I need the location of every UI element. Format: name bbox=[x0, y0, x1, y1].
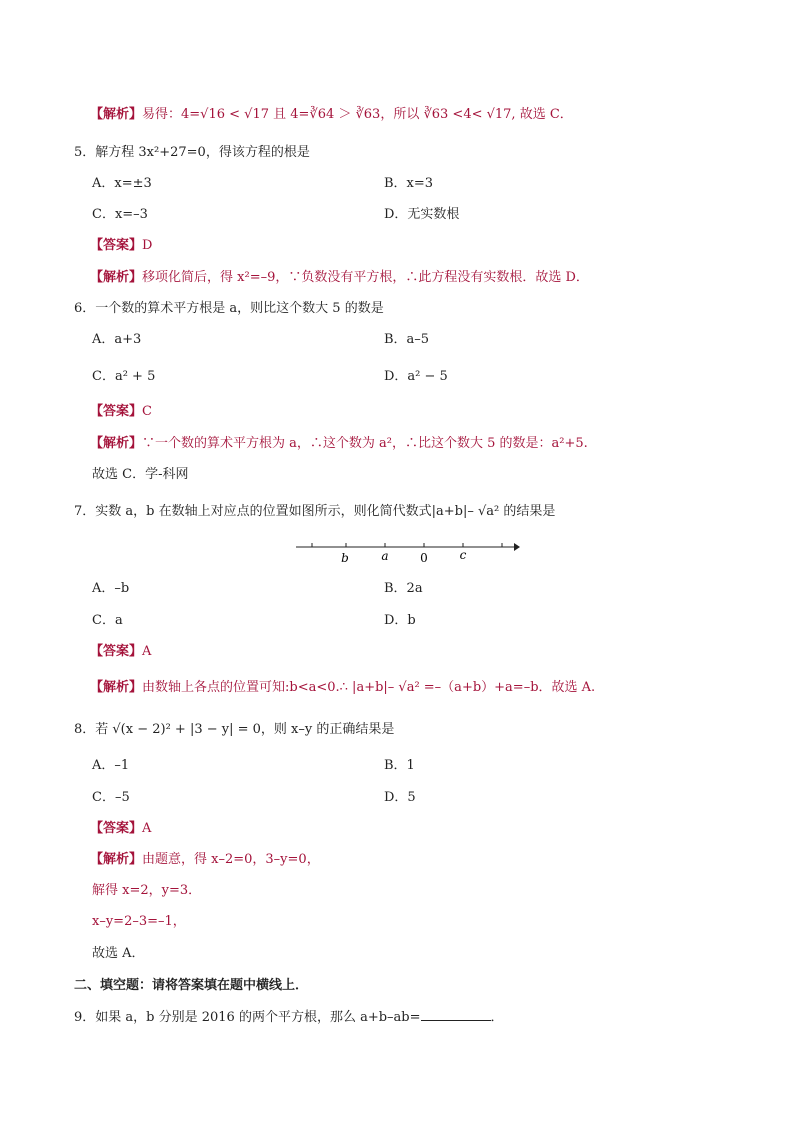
analysis-text: ∵一个数的算术平方根为 a，∴这个数为 a²，∴比这个数大 5 的数是：a²+5. bbox=[142, 436, 588, 451]
answer-value: D bbox=[142, 238, 153, 253]
q5-answer bbox=[90, 237, 152, 255]
axis-label-c: c bbox=[459, 548, 467, 562]
q6-analysis bbox=[90, 435, 588, 453]
q8-option-d: D．5 bbox=[384, 790, 416, 805]
answer-value: A bbox=[142, 644, 152, 659]
q8-option-c: C．–5 bbox=[92, 790, 130, 805]
q5-option-d: D．无实数根 bbox=[384, 207, 460, 222]
q9-text: 9．如果 a，b 分别是 2016 的两个平方根，那么 a+b–ab= bbox=[74, 1010, 421, 1025]
analysis-line-1: 由题意，得 x–2=0，3–y=0， bbox=[142, 852, 320, 867]
q8-answer bbox=[90, 820, 151, 838]
q6-answer bbox=[90, 403, 152, 421]
analysis-line-4: 故选 A． bbox=[92, 946, 145, 961]
q4-analysis bbox=[90, 106, 573, 124]
q8-analysis bbox=[90, 851, 320, 869]
q7-option-c: C．a bbox=[92, 613, 123, 628]
q8-option-a: A．–1 bbox=[92, 758, 130, 773]
answer-value: A bbox=[142, 821, 152, 836]
analysis-tag: 【解析】 bbox=[90, 436, 143, 451]
q8-option-b: B．1 bbox=[384, 758, 415, 773]
answer-tag: 【答案】 bbox=[90, 644, 143, 659]
q5-analysis bbox=[90, 269, 589, 287]
q6-option-d: D．a² − 5 bbox=[384, 369, 448, 384]
q5-option-a: A．x=±3 bbox=[92, 176, 152, 191]
q6-stem: 6．一个数的算术平方根是 a，则比这个数大 5 的数是 bbox=[74, 301, 384, 316]
analysis-tag: 【解析】 bbox=[90, 680, 143, 695]
q6-analysis-cont: 故选 C．学-科网 bbox=[92, 467, 189, 482]
q5-option-c: C．x=–3 bbox=[92, 207, 148, 222]
number-line-figure bbox=[292, 538, 522, 566]
analysis-tag: 【解析】 bbox=[90, 852, 143, 867]
number-line-arrow-icon bbox=[514, 543, 520, 551]
q8-stem: 8．若 √(x − 2)² + |3 − y| = 0，则 x–y 的正确结果是 bbox=[74, 722, 395, 737]
q6-option-b: B．a–5 bbox=[384, 332, 430, 347]
q7-option-d: D．b bbox=[384, 613, 416, 628]
axis-label-b: b bbox=[341, 551, 349, 565]
analysis-text: 由数轴上各点的位置可知:b<a<0.∴ |a+b|– √a² =–（a+b）+a=–b．故选 A. bbox=[142, 680, 596, 695]
q9-end: ． bbox=[490, 1010, 504, 1025]
answer-tag: 【答案】 bbox=[90, 238, 143, 253]
q7-option-a: A．–b bbox=[92, 581, 130, 596]
q5-stem: 5．解方程 3x²+27=0，得该方程的根是 bbox=[74, 145, 310, 160]
q7-analysis bbox=[90, 679, 595, 697]
axis-label-a: a bbox=[381, 549, 389, 563]
analysis-line-3: x–y=2–3=–1， bbox=[92, 914, 186, 929]
axis-label-zero: 0 bbox=[420, 551, 428, 565]
answer-blank[interactable] bbox=[421, 1008, 491, 1021]
q9-stem bbox=[74, 1008, 504, 1027]
analysis-line-2: 解得 x=2，y=3． bbox=[92, 883, 202, 898]
q6-option-c: C．a² + 5 bbox=[92, 369, 156, 384]
q5-option-b: B．x=3 bbox=[384, 176, 434, 191]
answer-value: C bbox=[142, 404, 152, 419]
answer-tag: 【答案】 bbox=[90, 404, 143, 419]
q7-stem: 7．实数 a，b 在数轴上对应点的位置如图所示，则化简代数式|a+b|– √a² 的结果是 bbox=[74, 504, 556, 519]
analysis-tag: 【解析】 bbox=[90, 270, 143, 285]
q7-answer bbox=[90, 643, 151, 661]
analysis-tag: 【解析】 bbox=[90, 107, 143, 122]
analysis-text: 移项化简后，得 x²=–9，∵负数没有平方根，∴此方程没有实数根．故选 D． bbox=[142, 270, 589, 285]
answer-tag: 【答案】 bbox=[90, 821, 143, 836]
analysis-text: 易得：4=√16 < √17 且 4=∛64 ＞ ∛63，所以 ∛63 <4< √17, 故选 C． bbox=[142, 107, 573, 122]
q6-option-a: A．a+3 bbox=[92, 332, 142, 347]
section-heading: 二、填空题：请将答案填在题中横线上． bbox=[74, 978, 309, 993]
q7-option-b: B．2a bbox=[384, 581, 423, 596]
